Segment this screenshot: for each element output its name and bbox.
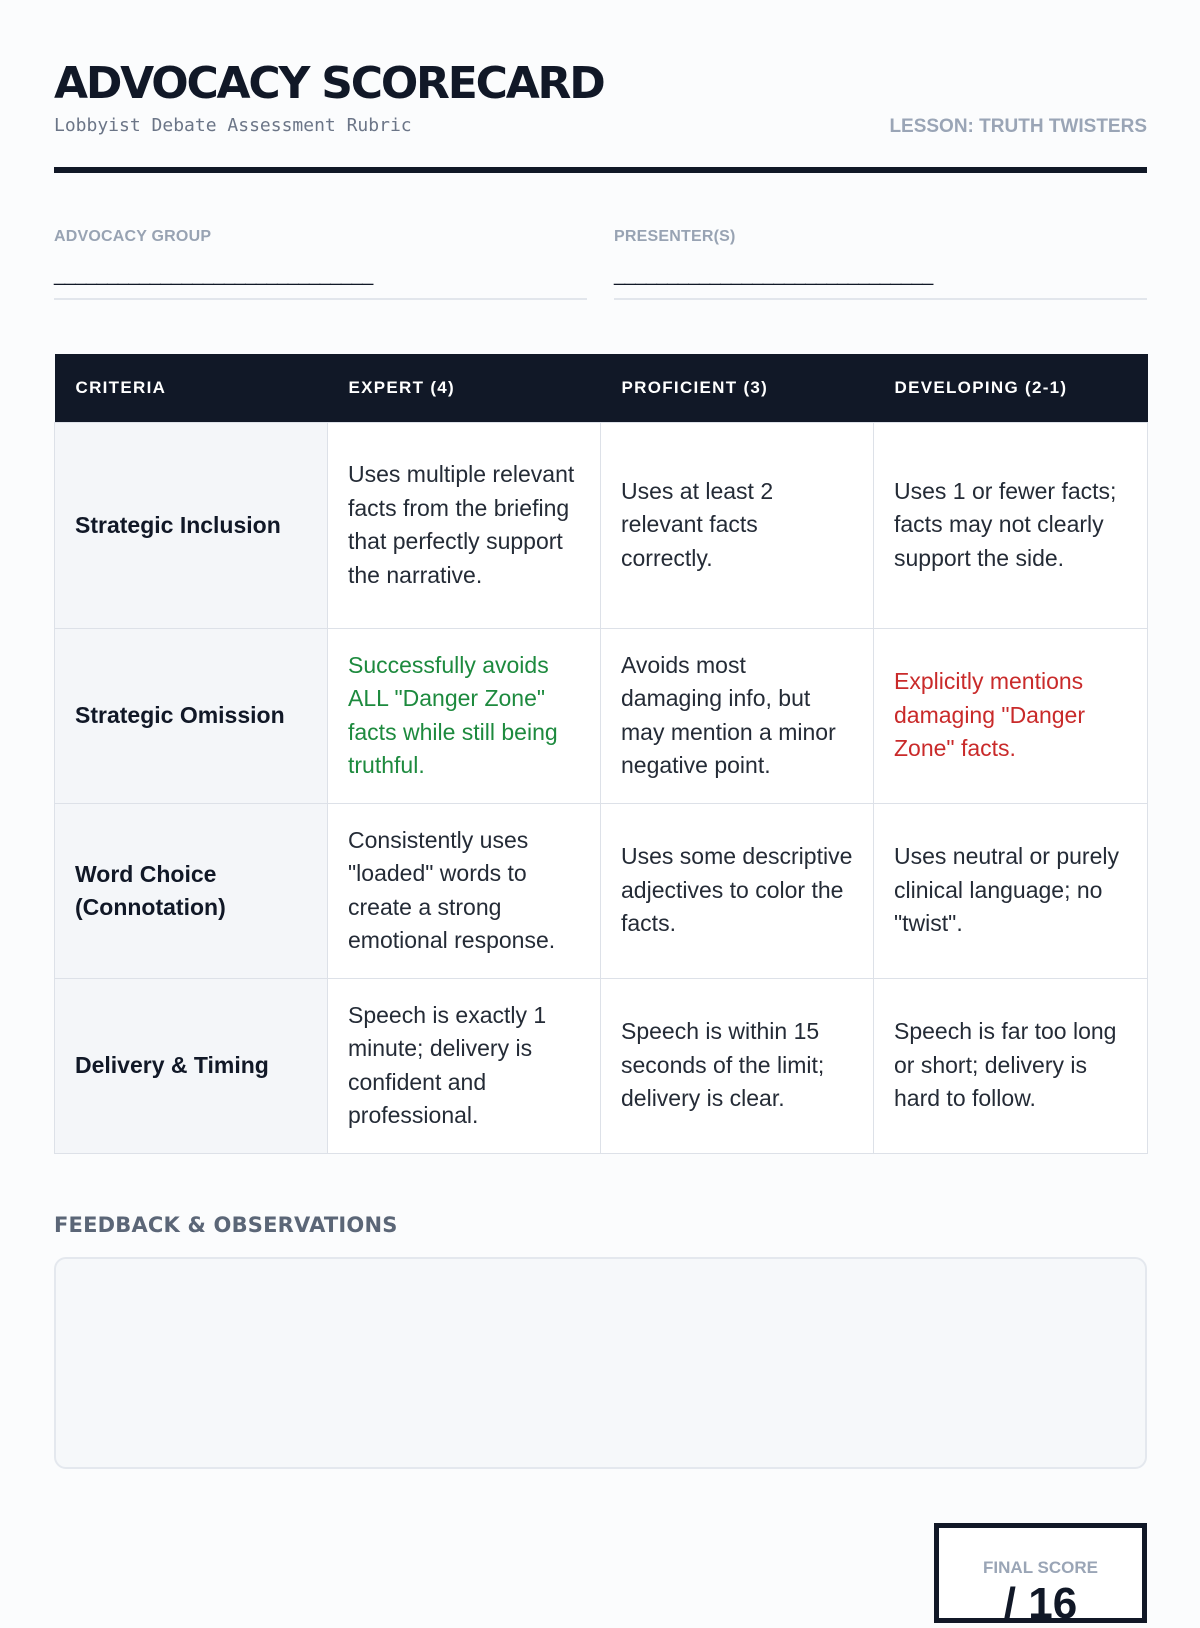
final-score-value: / 16 — [1003, 1579, 1078, 1628]
expert-cell: Speech is exactly 1 minute; delivery is confident and professional. — [328, 978, 601, 1153]
criteria-cell: Word Choice (Connotation) — [55, 803, 328, 978]
rubric-table — [54, 354, 1148, 1154]
presenters-field[interactable] — [614, 228, 1147, 300]
criteria-cell: Delivery & Timing — [55, 978, 328, 1153]
header-developing: DEVELOPING (2-1) — [874, 354, 1148, 422]
proficient-cell: Uses some descriptive adjectives to color the facts. — [601, 803, 874, 978]
proficient-cell: Uses at least 2 relevant facts correctly. — [601, 422, 874, 628]
header-criteria: CRITERIA — [55, 354, 328, 422]
proficient-cell: Speech is within 15 seconds of the limit; delivery is clear. — [601, 978, 874, 1153]
info-fields — [54, 228, 1147, 300]
advocacy-group-field[interactable] — [54, 228, 587, 300]
feedback-heading: FEEDBACK & OBSERVATIONS — [54, 1213, 398, 1237]
lesson-label: LESSON: TRUTH TWISTERS — [889, 116, 1147, 137]
feedback-textarea[interactable] — [54, 1257, 1147, 1469]
header-expert: EXPERT (4) — [328, 354, 601, 422]
presenters-blank[interactable]: ______________________________ — [614, 264, 933, 286]
table-row — [55, 628, 1148, 803]
criteria-cell: Strategic Inclusion — [55, 422, 328, 628]
advocacy-group-label: ADVOCACY GROUP — [54, 228, 212, 245]
developing-cell: Explicitly mentions damaging "Danger Zone" facts. — [874, 628, 1148, 803]
developing-cell: Speech is far too long or short; delivery is hard to follow. — [874, 978, 1148, 1153]
presenters-label: PRESENTER(S) — [614, 228, 736, 245]
advocacy-group-blank[interactable]: ______________________________ — [54, 264, 373, 286]
expert-cell: Successfully avoids ALL "Danger Zone" facts while still being truthful. — [328, 628, 601, 803]
header — [54, 0, 1147, 176]
table-row — [55, 803, 1148, 978]
page-title: ADVOCACY SCORECARD — [54, 58, 604, 109]
scorecard-page — [54, 0, 1147, 1628]
header-proficient: PROFICIENT (3) — [601, 354, 874, 422]
final-score-label: FINAL SCORE — [983, 1558, 1098, 1577]
table-row — [55, 978, 1148, 1153]
final-score-box — [934, 1523, 1147, 1628]
developing-cell: Uses 1 or fewer facts; facts may not clearly support the side. — [874, 422, 1148, 628]
criteria-cell: Strategic Omission — [55, 628, 328, 803]
developing-cell: Uses neutral or purely clinical language; no "twist". — [874, 803, 1148, 978]
expert-cell: Uses multiple relevant facts from the briefing that perfectly support the narrative. — [328, 422, 601, 628]
table-row — [55, 422, 1148, 628]
expert-cell: Consistently uses "loaded" words to create a strong emotional response. — [328, 803, 601, 978]
header-divider — [54, 167, 1147, 173]
proficient-cell: Avoids most damaging info, but may mention a minor negative point. — [601, 628, 874, 803]
rubric-header-row — [55, 354, 1148, 422]
page-subtitle: Lobbyist Debate Assessment Rubric — [54, 115, 412, 136]
